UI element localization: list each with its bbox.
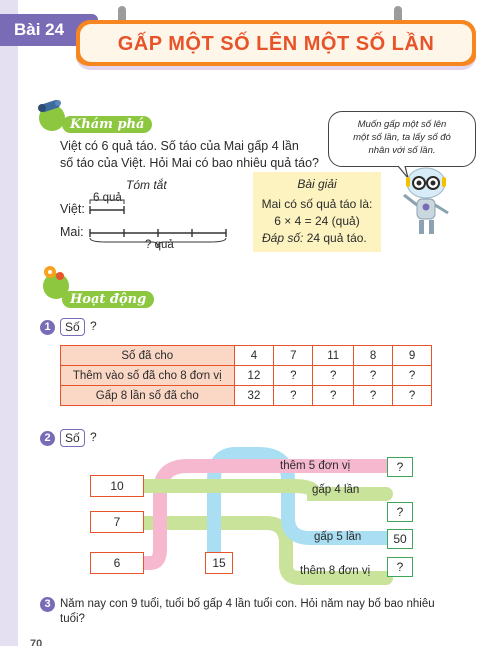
mai-label: Mai: [60,225,84,239]
table-cell: 4 [234,346,274,366]
op-times-5: gấp 5 lần [314,531,362,543]
ex2-question-mark: ? [90,430,97,444]
unknown-apples-label: ? quả [145,239,174,251]
ex3-line-1: Năm nay con 9 tuổi, tuổi bố gấp 4 lần tuổi con. Hỏi năm nay bố bao nhiêu [60,598,435,610]
bubble-line-3: nhân với số lần. [368,145,436,156]
op-times-4: gấp 4 lần [312,484,360,496]
answer-line [262,231,367,245]
answer-cell[interactable]: ? [313,366,354,386]
result-box[interactable]: ? [387,502,413,522]
answer-cell[interactable]: ? [274,386,313,406]
explore-label: Khám phá [62,116,152,133]
rule-bubble [328,111,476,167]
ex3-line-2: tuổi? [60,613,85,625]
answer-cell[interactable]: ? [354,386,393,406]
bubble-line-2: một số lần, ta lấy số đó [353,132,451,143]
table-row [61,386,432,406]
table-row [61,366,432,386]
table-cell: Thêm vào số đã cho 8 đơn vị [61,366,235,386]
exercise-1-number: 1 [40,320,55,335]
ex1-so-tag: Số [60,318,85,336]
problem-line-2: số táo của Việt. Hỏi Mai có bao nhiêu quả táo? [60,156,319,170]
result-box[interactable]: ? [387,557,413,577]
solution-title: Bài giải [297,177,337,191]
result-box: 50 [387,529,413,549]
table-cell: 11 [313,346,354,366]
answer-cell[interactable]: ? [274,366,313,386]
ex1-question-mark: ? [90,319,97,333]
exercise-3-number: 3 [40,597,55,612]
answer-cell[interactable]: ? [313,386,354,406]
table-cell: 9 [393,346,432,366]
table-row [61,346,432,366]
activity-label: Hoạt động [62,291,154,308]
answer-cell[interactable]: ? [393,366,432,386]
problem-line-1: Việt có 6 quả táo. Số táo của Mai gấp 4 lần [60,139,299,153]
bubble-line-1: Muốn gấp một số lên [357,119,447,130]
six-apples-label: 6 quả [93,192,122,204]
lesson-tab: Bài 24 [0,14,98,46]
table-cell: 8 [354,346,393,366]
start-value-10: 10 [90,475,144,497]
left-margin-bar [0,0,18,646]
exercise-2-number: 2 [40,431,55,446]
summary-title: Tóm tắt [126,178,167,192]
solution-line-1: Mai có số quả táo là: [261,197,373,211]
start-value-6: 6 [90,552,144,574]
viet-label: Việt: [60,202,85,216]
table-cell: 12 [234,366,274,386]
exercise-1-table [60,345,432,406]
page-number: 70 [30,638,43,646]
op-add-8: thêm 8 đơn vị [300,565,371,577]
answer-cell[interactable]: ? [354,366,393,386]
answer-label: Đáp số: [262,231,304,245]
exercise-3-text [60,597,435,627]
start-value-7: 7 [90,511,144,533]
table-cell: 32 [234,386,274,406]
answer-cell[interactable]: ? [393,386,432,406]
op-add-5: thêm 5 đơn vị [280,460,351,472]
start-value-15: 15 [205,552,233,574]
ex2-so-tag: Số [60,429,85,447]
table-cell: Số đã cho [61,346,235,366]
table-cell: Gấp 8 lần số đã cho [61,386,235,406]
result-box[interactable]: ? [387,457,413,477]
table-cell: 7 [274,346,313,366]
answer-value: 24 quả táo. [306,231,367,245]
title-banner [76,20,476,70]
solution-line-2: 6 × 4 = 24 (quả) [274,214,360,228]
page-title: GẤP MỘT SỐ LÊN MỘT SỐ LẦN [80,24,472,62]
robot-mascot-icon [400,165,456,241]
